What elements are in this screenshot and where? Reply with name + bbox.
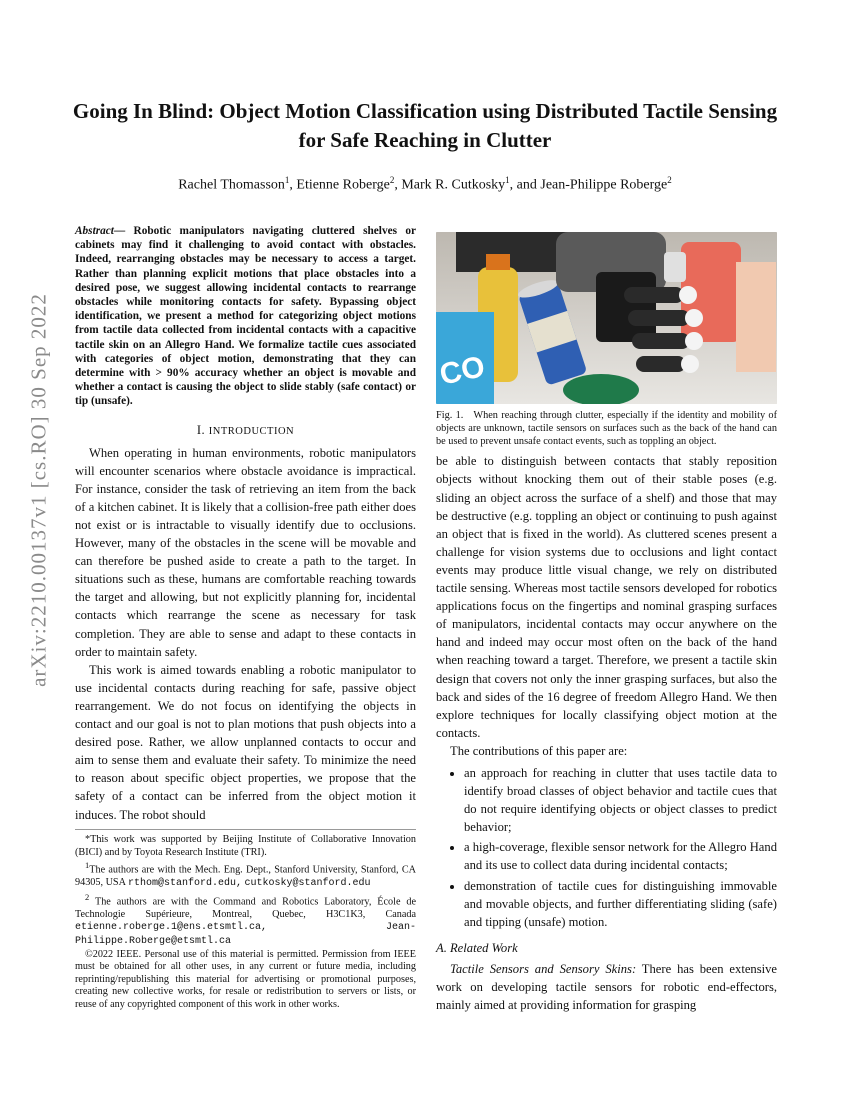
abstract: [75, 224, 416, 409]
carton-lettering: CO: [436, 350, 488, 392]
list-item: • demonstration of tactile cues for distinguishing immovable and movable objects, and further differentiating sliding (safe) and tipping (unsafe) motion.: [464, 877, 777, 931]
list-item: • a high-coverage, flexible sensor network for the Allegro Hand and its use to collect data during incidental contacts;: [464, 838, 777, 874]
author-separator: ,: [289, 177, 297, 193]
copyright-notice: ©2022 IEEE. Personal use of this material is permitted. Permission from IEEE must be obtained for all other uses, in any current or future media, including reprinting/republishing this material for advertising or promotional purposes, creating new collective works, for resale or redistribution to servers or lists, or reuse of any copyrighted component of this work in other works.: [75, 948, 416, 1010]
email-link[interactable]: Jean-Philippe.Roberge@etsmtl.ca: [75, 922, 416, 947]
fingertip: [685, 309, 703, 327]
robot-hand-clutter-illustration: [436, 232, 777, 404]
right-paragraph-2: The contributions of this paper are:: [450, 743, 628, 758]
finger: [632, 333, 690, 349]
email-link[interactable]: rthom@stanford.edu,: [127, 878, 242, 890]
paper-title: Going In Blind: Object Motion Classification using Distributed Tactile Sensing for Safe Reaching in Clutter: [72, 99, 778, 152]
figure-1-caption: [436, 410, 777, 448]
subsection-heading-related-work: A. Related Work: [436, 940, 518, 955]
footnote-affiliation-1: [75, 859, 416, 891]
allegro-hand-palm: [596, 272, 656, 342]
fingertip: [679, 286, 697, 304]
right-paragraph-1: be able to distinguish between contacts that stably reposition objects without knocking them out of their stable poses (e.g. sliding an object across the surface of a shelf) and those that may be destructive (e.g. toppling an object or continuing to push against an object that is fixed in the world). As cluttered scenes present a challenge for vision systems due to occlusions and light contact events may produce little visual change, we rely on distributed tactile sensing. Whereas most tactile sensors developed for robotics applications focus on the fingertips and nominal grasping surfaces of manipulators, incidental contacts may occur anywhere on the hand and indeed may occur most often on the back of the hand when reaching toward a target. Therefore, we present a tactile skin design that covers not only the inner grasping surfaces, but also the back and sides of the 16 degree of freedom Allegro Hand. We then explore techniques for locally classifying object motion at the contacts.: [436, 454, 777, 740]
hand-mount: [664, 252, 686, 282]
affiliation-marker: 1: [505, 175, 510, 185]
bottle-cap: [486, 254, 510, 270]
email-link[interactable]: cutkosky@stanford.edu: [244, 878, 371, 890]
fingertip: [681, 355, 699, 373]
caption-text: When reaching through clutter, especially if the identity and mobility of objects are unknown, tactile sensors on surfaces such as the back of the hand can be used to prevent unsafe contact events, such as toppling an object.: [436, 410, 777, 447]
author-list: [70, 175, 780, 194]
caption-label: Fig. 1.: [436, 410, 464, 421]
email-link[interactable]: etienne.roberge.1@ens.etsmtl.ca,: [75, 922, 268, 934]
section-number: I.: [196, 422, 209, 437]
footnote-text: The authors are with the Command and Robotics Laboratory, École de Technologie Supérieure, Montreal, Quebec, H3C1K3, Canada: [75, 896, 416, 920]
finger: [628, 310, 690, 326]
finger: [636, 356, 686, 372]
paragraph-text: There has been extensive work on developing tactile sensors for robotic end-effectors, mainly aimed at providing information for grasping: [436, 961, 777, 1013]
left-column: [75, 224, 416, 824]
affiliation-marker: 2: [667, 175, 672, 185]
finger: [624, 287, 684, 303]
author-name: Rachel Thomasson: [178, 177, 285, 193]
footnote-marker: 2: [85, 891, 90, 902]
author-name: Etienne Roberge: [296, 177, 390, 193]
section-heading-introduction: [75, 423, 416, 438]
intro-paragraph-2: This work is aimed towards enabling a robotic manipulator to use incidental contacts during reaching for safe, passive object rearrangement. We do not focus on identifying the objects in contact and our goal is not to plan motions that push objects into a desired pose. Rather, we allow unplanned contacts to occur and aim to sense them and evaluate their safety. To minimize the need to reason about specific object properties, we propose that the safety of a contact can be inferred from the object motion it induces. The robot should: [75, 662, 416, 822]
arxiv-sidebar: [24, 290, 54, 690]
author-name: Mark R. Cutkosky: [401, 177, 506, 193]
figure-1-photo: [436, 232, 777, 404]
paragraph-lead: Tactile Sensors and Sensory Skins:: [450, 961, 637, 976]
abstract-label: Abstract: [75, 225, 114, 237]
arxiv-identifier: arXiv:2210.00137v1 [cs.RO] 30 Sep 2022: [26, 293, 51, 687]
intro-paragraph-1: When operating in human environments, robotic manipulators will encounter scenarios where obstacle avoidance is impractical. For instance, consider the task of retrieving an item from the back of a kitchen cabinet. It is likely that a collision-free path either does not exist or is intractable to visually identify due to occlusions. However, many of the obstacles in the scene will be movable and can therefore be pushed aside to create a path to the target. In situations such as these, humans are comfortable reaching towards the target and allowing, but not explicitly planning for, incidental contacts which rearrange the scene as necessary for task completion. They are able to sense and adapt to these contacts in order to maintain safety.: [75, 445, 416, 659]
fingertip: [685, 332, 703, 350]
author-name: Jean-Philippe Roberge: [540, 177, 668, 193]
author-separator: ,: [394, 177, 402, 193]
footnote-marker: 1: [85, 860, 90, 871]
related-work-paragraph: [436, 960, 777, 1014]
contribution-list: [436, 764, 777, 931]
footnote-text: The authors are with the Mech. Eng. Dept., Stanford University, Stanford, CA 94305, USA: [75, 864, 416, 889]
box: [736, 262, 776, 372]
footnote-support: *This work was supported by Beijing Institute of Collaborative Innovation (BICI) and by Toyota Research Institute (TRI).: [75, 834, 416, 858]
author-separator: , and: [509, 177, 541, 193]
footnote-affiliation-2: [75, 891, 416, 949]
section-title: INTRODUCTION: [208, 425, 295, 437]
affiliation-marker: 2: [389, 175, 395, 185]
abstract-text: — Robotic manipulators navigating cluttered shelves or cabinets may find it challenging to avoid contact with obstacles. Indeed, rearranging obstacles may be necessary to access a target. Rather than planning explicit motions that place obstacles into a desired pose, we suggest allowing incidental contacts to rearrange obstacles while monitoring contacts for safety. Bypassing object identification, we present a method for categorizing object motions from tactile data collected from incidental contacts with a capacitive tactile skin on an Allegro Hand. We formalize tactile cues associated with categories of object motion, demonstrating that they can determine with > 90% accuracy whether an object is movable and whether a contact is causing the object to slide stably (safe contact) or tip (unsafe).: [75, 225, 416, 408]
affiliation-marker: 1: [284, 175, 290, 185]
list-item: • an approach for reaching in clutter that uses tactile data to identify broad classes of object behavior and tactile cues that do not require identifying objects or object classes to predict behavior;: [464, 764, 777, 836]
footnotes: [75, 829, 416, 1012]
right-column: [436, 232, 777, 1014]
